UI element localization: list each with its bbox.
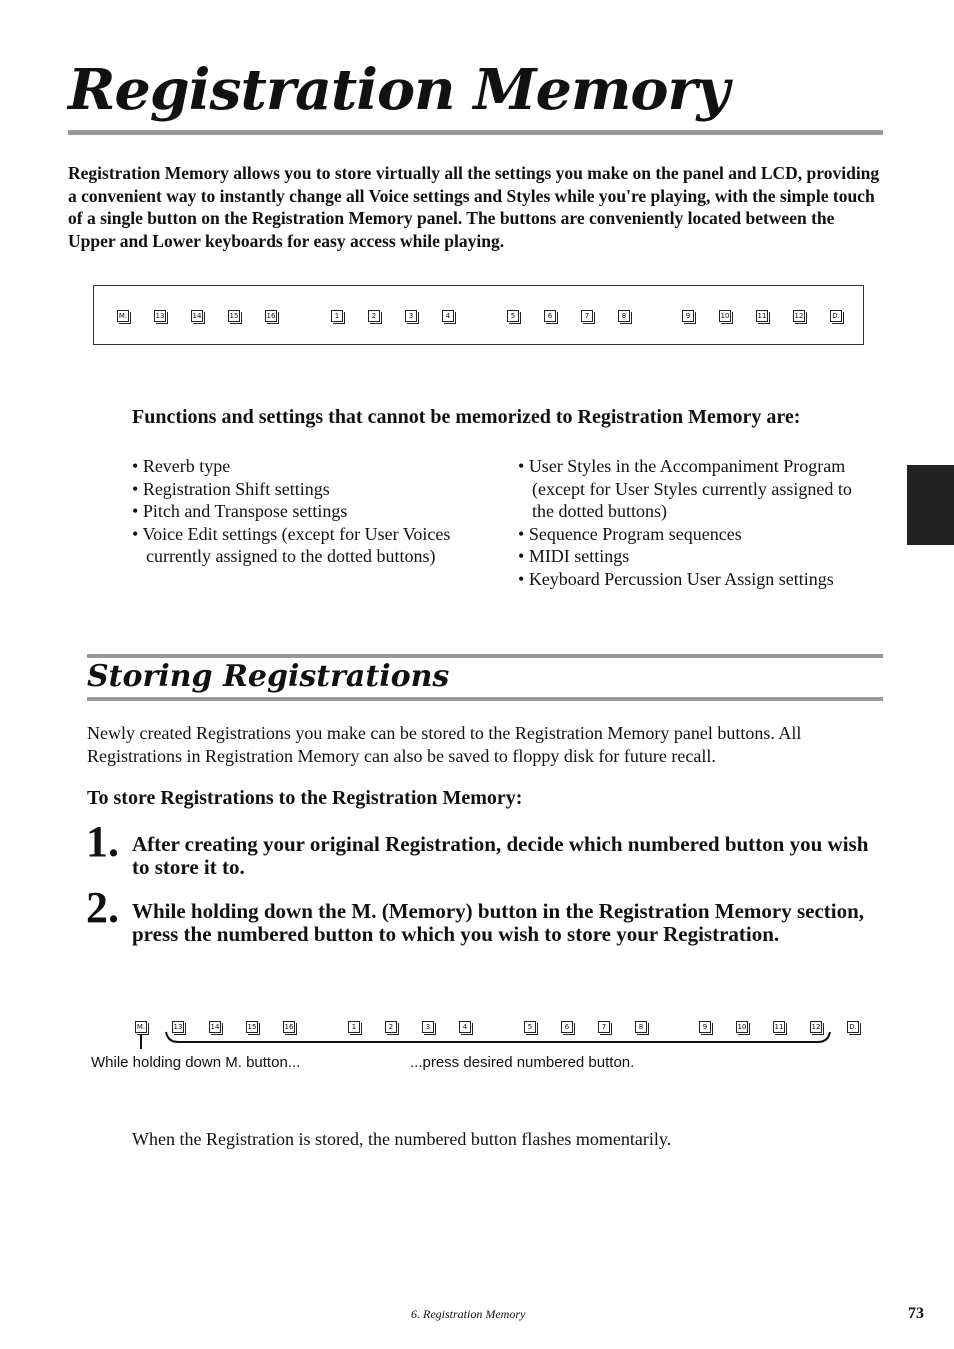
page-number: 73 — [908, 1305, 924, 1322]
footer-chapter: 6. Registration Memory — [411, 1307, 526, 1321]
registration-button: 15 — [229, 312, 239, 320]
functions-heading: Functions and settings that cannot be memorized to Registration Memory are: — [132, 406, 801, 428]
step-number: 1. — [86, 817, 119, 866]
section-title: Storing Registrations — [87, 659, 450, 694]
list-item: • Keyboard Percussion User Assign settings — [518, 568, 878, 591]
registration-button: 9 — [682, 310, 694, 322]
registration-button: 13 — [173, 1023, 183, 1031]
storing-heading: To store Registrations to the Registration Memory: — [87, 787, 523, 809]
storing-intro: Newly created Registrations you make can be stored to the Registration Memory panel buttons. All Registrations in Registration Memory can also be saved to floppy disk for future recall. — [87, 723, 802, 766]
registration-button: 8 — [635, 1021, 647, 1033]
registration-button: 7 — [598, 1021, 610, 1033]
step-text: After creating your original Registration, decide which numbered button you wish to store it to. — [132, 832, 869, 879]
registration-button: 2 — [385, 1021, 397, 1033]
registration-button: 14 — [210, 1023, 220, 1031]
registration-button: 11 — [757, 312, 767, 320]
registration-button: 4 — [442, 310, 454, 322]
registration-button: 1 — [348, 1021, 360, 1033]
registration-button: 1 — [331, 310, 343, 322]
list-item: • Pitch and Transpose settings — [132, 500, 477, 523]
registration-button: 14 — [192, 312, 202, 320]
registration-button: 8 — [618, 310, 630, 322]
list-item: • Voice Edit settings (except for User Voices currently assigned to the dotted buttons) — [132, 523, 477, 568]
registration-button: 12 — [794, 312, 804, 320]
list-item: • Sequence Program sequences — [518, 523, 878, 546]
bullet-list-left — [132, 455, 477, 568]
registration-button: 13 — [155, 312, 165, 320]
registration-button: 6 — [544, 310, 556, 322]
list-item: • Reverb type — [132, 455, 477, 478]
registration-button: 15 — [247, 1023, 257, 1031]
registration-button: M. — [118, 312, 128, 320]
caption-right: ...press desired numbered button. — [410, 1054, 635, 1071]
list-item: • User Styles in the Accompaniment Program (except for User Styles currently assigned to the dotted buttons) — [518, 455, 878, 523]
registration-button: 4 — [459, 1021, 471, 1033]
registration-button: 3 — [422, 1021, 434, 1033]
registration-button: 6 — [561, 1021, 573, 1033]
section-rule-bottom — [87, 697, 883, 701]
registration-button: 12 — [811, 1023, 821, 1031]
registration-button: 10 — [720, 312, 730, 320]
registration-button: 11 — [774, 1023, 784, 1031]
step-text: While holding down the M. (Memory) button in the Registration Memory section, press the numbered button to which you wish to store your Registration. — [132, 899, 865, 946]
page-title: Registration Memory — [68, 57, 729, 123]
registration-button: 16 — [266, 312, 276, 320]
registration-button: 7 — [581, 310, 593, 322]
number-buttons-brace — [164, 1030, 832, 1046]
registration-button: 3 — [405, 310, 417, 322]
registration-button: D. — [830, 310, 842, 322]
bullet-list-right — [518, 455, 878, 590]
registration-button: 5 — [507, 310, 519, 322]
caption-left: While holding down M. button... — [91, 1054, 301, 1071]
registration-button: 5 — [524, 1021, 536, 1033]
intro-paragraph: Registration Memory allows you to store virtually all the settings you make on the panel and LCD, providing a convenient way to instantly change all Voice settings and Styles while you're playing, with the simple touch of a single button on the Registration Memory panel. The buttons are conveniently located between the Upper and Lower keyboards for easy access while playing. — [68, 163, 880, 251]
list-item: • MIDI settings — [518, 545, 878, 568]
memory-indicator-line — [140, 1034, 142, 1049]
list-item: • Registration Shift settings — [132, 478, 477, 501]
section-rule-top — [87, 654, 883, 658]
registration-panel-diagram — [93, 285, 864, 345]
registration-button: D. — [847, 1021, 859, 1033]
registration-button: 2 — [368, 310, 380, 322]
registration-button: 10 — [737, 1023, 747, 1031]
stored-note: When the Registration is stored, the numbered button flashes momentarily. — [132, 1129, 672, 1149]
registration-button: 9 — [699, 1021, 711, 1033]
registration-button: M. — [136, 1023, 146, 1031]
chapter-tab — [907, 465, 954, 545]
registration-button: 16 — [284, 1023, 294, 1031]
step-number: 2. — [86, 883, 119, 932]
title-rule — [68, 130, 883, 135]
